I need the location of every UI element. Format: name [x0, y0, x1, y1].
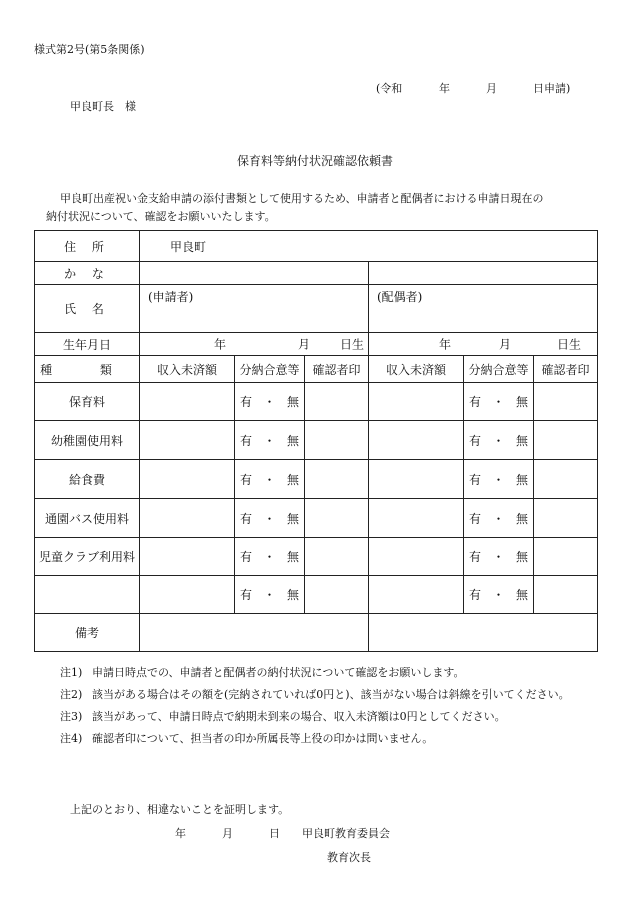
note-item: 注3) 該当があって、申請日時点で納期未到来の場合、収入未済額は0円としてください。 — [60, 710, 506, 723]
payment-status-table — [34, 230, 598, 652]
kana-spouse-field[interactable] — [369, 262, 598, 285]
column-applicant-installment: 分納合意等 — [235, 356, 305, 383]
request-date-day: 日申請) — [533, 82, 571, 95]
applicant-installment-cell[interactable]: 有 ・ 無 — [235, 383, 305, 421]
spouse-unpaid-cell[interactable] — [369, 383, 464, 421]
applicant-seal-cell[interactable] — [305, 538, 369, 576]
spouse-seal-cell[interactable] — [534, 383, 598, 421]
applicant-installment-cell[interactable]: 有 ・ 無 — [235, 499, 305, 538]
spouse-installment-cell[interactable]: 有 ・ 無 — [464, 383, 534, 421]
spouse-unpaid-cell[interactable] — [369, 499, 464, 538]
spouse-seal-cell[interactable] — [534, 576, 598, 614]
applicant-seal-cell[interactable] — [305, 499, 369, 538]
row-label: 給食費 — [35, 460, 140, 499]
column-applicant-unpaid: 収入未済額 — [140, 356, 235, 383]
intro-line-1: 甲良町出産祝い金支給申請の添付書類として使用するため、申請者と配偶者における申請日現在の — [60, 192, 544, 205]
notes-list — [60, 662, 570, 750]
column-spouse-seal: 確認者印 — [534, 356, 598, 383]
table-row — [35, 499, 598, 538]
table-row — [35, 383, 598, 421]
addressee: 甲良町長 様 — [70, 100, 136, 113]
table-row — [35, 538, 598, 576]
form-number: 様式第2号(第5条関係) — [34, 43, 145, 56]
applicant-installment-cell[interactable]: 有 ・ 無 — [235, 576, 305, 614]
issuer-name: 甲良町教育委員会 — [302, 827, 390, 840]
spouse-unpaid-cell[interactable] — [369, 421, 464, 460]
note-item: 注4) 確認者印について、担当者の印か所属長等上役の印かは問いません。 — [60, 732, 434, 745]
name-applicant-field[interactable] — [140, 285, 369, 333]
applicant-seal-cell[interactable] — [305, 421, 369, 460]
request-date-year: 年 — [439, 82, 450, 95]
row-label: 保育料 — [35, 383, 140, 421]
spouse-unpaid-cell[interactable] — [369, 538, 464, 576]
spouse-installment-cell[interactable]: 有 ・ 無 — [464, 538, 534, 576]
remarks-spouse-field[interactable] — [369, 614, 598, 652]
spouse-installment-cell[interactable]: 有 ・ 無 — [464, 421, 534, 460]
row-label: 児童クラブ利用料 — [35, 538, 140, 576]
column-spouse-installment: 分納合意等 — [464, 356, 534, 383]
spouse-unpaid-cell[interactable] — [369, 576, 464, 614]
name-label: 氏 名 — [35, 285, 140, 333]
applicant-unpaid-cell[interactable] — [140, 576, 235, 614]
applicant-unpaid-cell[interactable] — [140, 499, 235, 538]
applicant-seal-cell[interactable] — [305, 383, 369, 421]
note-item: 注1) 申請日時点での、申請者と配偶者の納付状況について確認をお願いします。 — [60, 666, 465, 679]
applicant-unpaid-cell[interactable] — [140, 538, 235, 576]
intro-line-2: 納付状況について、確認をお願いいたします。 — [46, 210, 276, 223]
kana-label: か な — [35, 262, 140, 285]
row-label[interactable] — [35, 576, 140, 614]
applicant-unpaid-cell[interactable] — [140, 383, 235, 421]
spouse-seal-cell[interactable] — [534, 499, 598, 538]
applicant-installment-cell[interactable]: 有 ・ 無 — [235, 460, 305, 499]
spouse-seal-cell[interactable] — [534, 421, 598, 460]
remarks-label: 備考 — [35, 614, 140, 652]
spouse-seal-cell[interactable] — [534, 460, 598, 499]
column-spouse-unpaid: 収入未済額 — [369, 356, 464, 383]
applicant-caption: (申請者) — [148, 290, 194, 304]
applicant-seal-cell[interactable] — [305, 460, 369, 499]
note-item: 注2) 該当がある場合はその額を(完納されていれば0円と)、該当がない場合は斜線を引いてください。 — [60, 688, 570, 701]
certification-statement: 上記のとおり、相違ないことを証明します。 — [70, 803, 290, 816]
request-date-month: 月 — [486, 82, 497, 95]
spouse-installment-cell[interactable]: 有 ・ 無 — [464, 460, 534, 499]
spouse-installment-cell[interactable]: 有 ・ 無 — [464, 576, 534, 614]
request-date-era: (令和 — [376, 82, 403, 95]
row-label: 幼稚園使用料 — [35, 421, 140, 460]
table-row — [35, 460, 598, 499]
applicant-unpaid-cell[interactable] — [140, 421, 235, 460]
address-label: 住 所 — [35, 231, 140, 262]
issuer-position: 教育次長 — [327, 851, 371, 864]
name-spouse-field[interactable] — [369, 285, 598, 333]
column-type: 種 類 — [35, 356, 140, 383]
kana-applicant-field[interactable] — [140, 262, 369, 285]
document-title: 保育料等納付状況確認依頼書 — [236, 154, 393, 168]
applicant-seal-cell[interactable] — [305, 576, 369, 614]
address-field[interactable]: 甲良町 — [140, 231, 598, 262]
spouse-seal-cell[interactable] — [534, 538, 598, 576]
column-applicant-seal: 確認者印 — [305, 356, 369, 383]
applicant-installment-cell[interactable]: 有 ・ 無 — [235, 421, 305, 460]
spouse-caption: (配偶者) — [377, 290, 423, 304]
row-label: 通園バス使用料 — [35, 499, 140, 538]
spouse-unpaid-cell[interactable] — [369, 460, 464, 499]
birthdate-applicant-field[interactable]: 年 月 日生 — [140, 333, 369, 356]
applicant-installment-cell[interactable]: 有 ・ 無 — [235, 538, 305, 576]
spouse-installment-cell[interactable]: 有 ・ 無 — [464, 499, 534, 538]
table-row — [35, 576, 598, 614]
applicant-unpaid-cell[interactable] — [140, 460, 235, 499]
birthdate-spouse-field[interactable]: 年 月 日生 — [369, 333, 598, 356]
remarks-applicant-field[interactable] — [140, 614, 369, 652]
birthdate-label: 生年月日 — [35, 333, 140, 356]
table-row — [35, 421, 598, 460]
